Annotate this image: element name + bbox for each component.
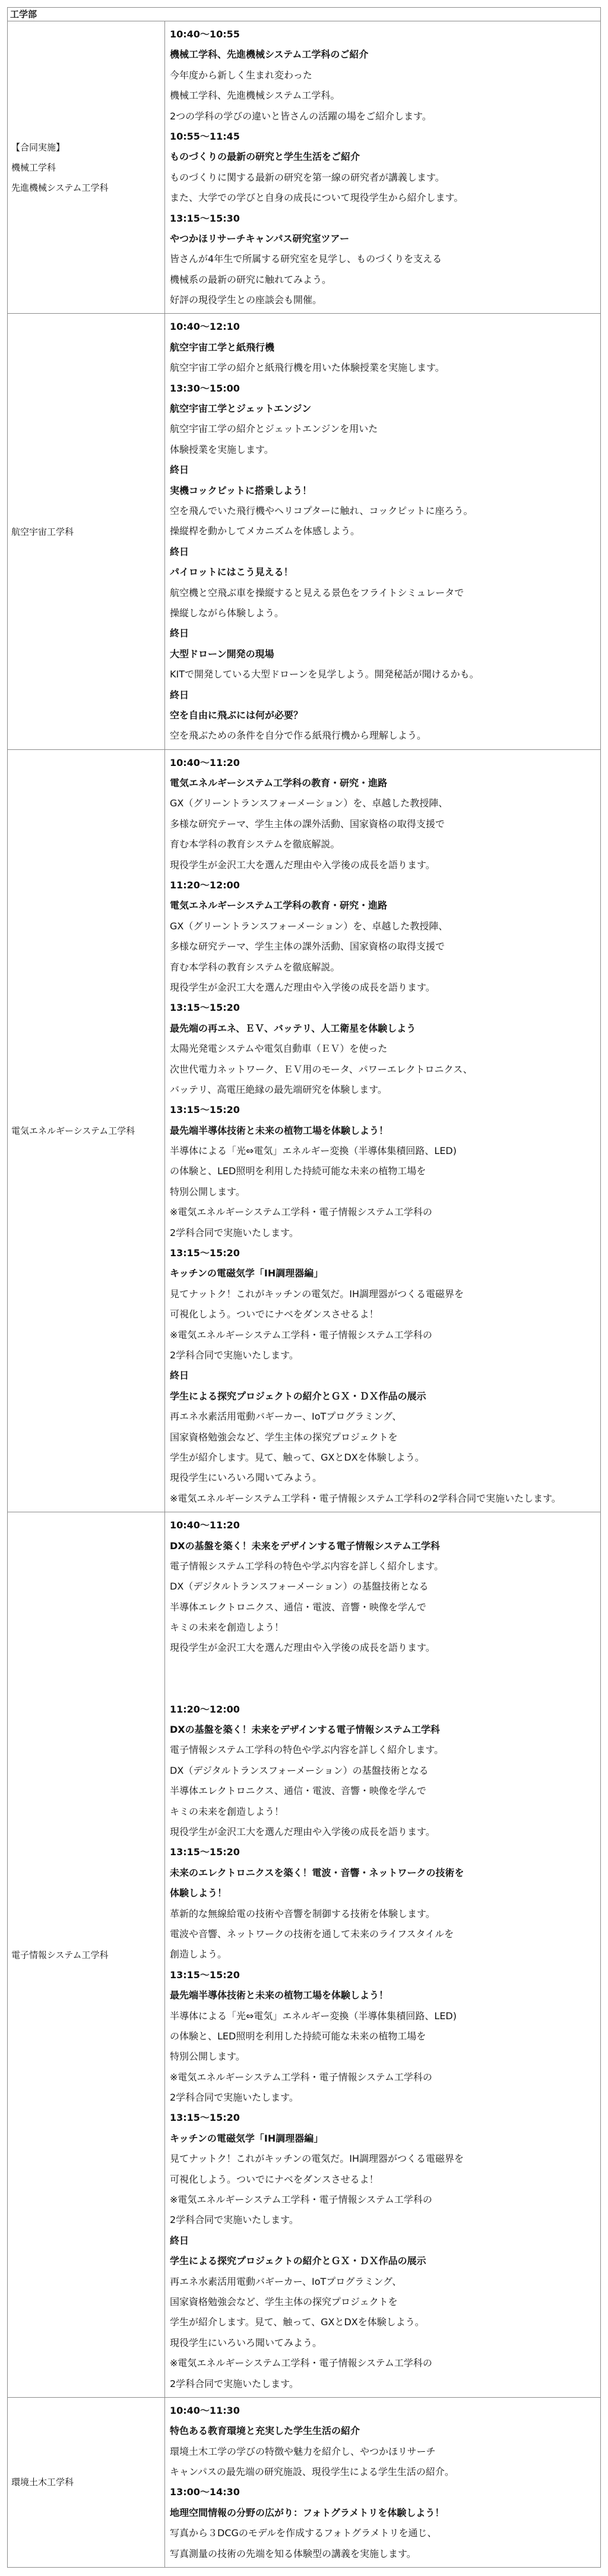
department-row — [8, 750, 600, 1512]
session-description: 再エネ水素活用電動バギーカー、IoTプログラミング、 — [170, 2275, 402, 2287]
session-description: 特別公開します。 — [170, 2051, 245, 2063]
session-note: ※電気エネルギーシステム工学科・電子情報システム工学科の — [170, 2071, 432, 2083]
session-description: 再エネ水素活用電動バギーカー、IoTプログラミング、 — [170, 1411, 402, 1423]
session-description: 電子情報システム工学科の特色や学ぶ内容を詳しく紹介します。 — [170, 1560, 444, 1572]
department-row — [8, 314, 600, 749]
session-description: キャンパスの最先端の研究施設、現役学生による学生生活の紹介。 — [170, 2466, 454, 2478]
session-title: DXの基盤を築く！未来をデザインする電子情報システム工学科 — [170, 1540, 440, 1552]
session-title: 最先端の再エネ、ＥＶ、バッテリ、人工衛星を体験しよう — [170, 1022, 416, 1034]
session-note: 2学科合同で実施いたします。 — [170, 2214, 299, 2226]
session-description: 太陽光発電システムや電気自動車（ＥＶ）を使った — [170, 1043, 388, 1055]
session-title: 体験しよう！ — [170, 1887, 227, 1899]
session-description: 学生が紹介します。見て、触って、GXとDXを体験しよう。 — [170, 1451, 425, 1463]
session-description: 現役学生が金沢工大を選んだ理由や入学後の成長を語ります。 — [170, 1825, 435, 1837]
session-title: 地理空間情報の分野の広がり：フォトグラメトリを体験しよう！ — [170, 2506, 445, 2518]
session-description: 航空宇宙工学の紹介とジェットエンジンを用いた — [170, 423, 378, 435]
session-description: 好評の現役学生との座談会も開催。 — [170, 294, 322, 306]
session-description: 機械系の最新の研究に触れてみよう。 — [170, 273, 332, 285]
schedule-cell — [165, 21, 600, 313]
session-title: 大型ドローン開発の現場 — [170, 648, 274, 660]
session-title: 実機コックピットに搭乗しよう！ — [170, 484, 312, 496]
session-description: 特別公開します。 — [170, 1185, 245, 1197]
faculty-header: 工学部 — [8, 8, 600, 21]
session-description: 可視化しよう。ついでにナベをダンスさせるよ！ — [170, 1309, 379, 1320]
session-time: 13:15〜15:20 — [170, 1104, 240, 1116]
session-description: 操縦桿を動かしてメカニズムを体感しよう。 — [170, 525, 360, 537]
session-time: 10:40〜12:10 — [170, 321, 240, 333]
session-description: DX（デジタルトランスフォーメーション）の基盤技術となる — [170, 1764, 429, 1776]
session-description: 育む本学科の教育システムを徹底解説。 — [170, 961, 340, 973]
session-title: DXの基盤を築く！未来をデザインする電子情報システム工学科 — [170, 1724, 440, 1736]
session-description: 現役学生が金沢工大を選んだ理由や入学後の成長を語ります。 — [170, 859, 435, 871]
session-title: 最先端半導体技術と未来の植物工場を体験しよう！ — [170, 1989, 389, 2001]
department-cell — [8, 1512, 165, 2397]
session-title: 学生による探究プロジェクトの紹介とＧＸ・ＤＸ作品の展示 — [170, 1390, 426, 1402]
session-description: 2つの学科の学びの違いと皆さんの活躍の場をご紹介します。 — [170, 110, 432, 122]
blank-spacer — [170, 1659, 596, 1679]
session-title: 航空宇宙工学と紙飛行機 — [170, 341, 275, 353]
blank-spacer — [170, 1679, 596, 1699]
session-time: 13:15〜15:20 — [170, 1969, 240, 1981]
session-time: 10:40〜10:55 — [170, 29, 240, 40]
session-description: 空を飛んでいた飛行機やヘリコプターに触れ、コックピットに座ろう。 — [170, 505, 473, 516]
session-time: 10:40〜11:20 — [170, 756, 240, 768]
session-time: 10:40〜11:30 — [170, 2404, 240, 2416]
session-title: 航空宇宙工学とジェットエンジン — [170, 403, 312, 415]
department-cell — [8, 21, 165, 313]
session-time: 終日 — [170, 689, 189, 701]
session-description: 環境土木工学の学びの特徴や魅力を紹介し、やつかほリサーチ — [170, 2445, 436, 2457]
session-title: 未来のエレクトロニクスを築く！電波・音響・ネットワークの技術を — [170, 1866, 464, 1878]
session-time: 11:20〜12:00 — [170, 879, 240, 891]
session-description: 航空宇宙工学の紹介と紙飛行機を用いた体験授業を実施します。 — [170, 362, 445, 374]
session-title: 空を自由に飛ぶには何が必要？ — [170, 709, 303, 721]
session-title: パイロットにはこう見える！ — [170, 566, 293, 578]
schedule-cell — [165, 2398, 600, 2567]
session-description: 現役学生が金沢工大を選んだ理由や入学後の成長を語ります。 — [170, 1642, 435, 1654]
session-note: ※電気エネルギーシステム工学科・電子情報システム工学科の — [170, 2357, 432, 2369]
session-title: ものづくりの最新の研究と学生生活をご紹介 — [170, 151, 360, 163]
session-title: 電気エネルギーシステム工学科の教育・研究・進路 — [170, 900, 388, 912]
session-note: 2学科合同で実施いたします。 — [170, 2092, 299, 2104]
session-time: 終日 — [170, 2234, 189, 2246]
department-cell — [8, 314, 165, 749]
session-time: 13:30〜15:00 — [170, 382, 240, 394]
department-name-line: 【合同実施】 — [11, 141, 65, 153]
session-description: 電波や音響、ネットワークの技術を通して未来のライフスタイルを — [170, 1928, 454, 1940]
session-description: 現役学生にいろいろ聞いてみよう。 — [170, 2337, 322, 2348]
session-time: 10:55〜11:45 — [170, 130, 240, 142]
session-description: 多様な研究テーマ、学生主体の課外活動、国家資格の取得支援で — [170, 941, 445, 953]
session-description: 創造しよう。 — [170, 1948, 227, 1960]
department-row — [8, 2398, 600, 2567]
schedule-cell — [165, 314, 600, 749]
session-description: GX（グリーントランスフォーメーション）を、卓越した教授陣、 — [170, 797, 448, 809]
session-title: 特色ある教育環境と充実した学生生活の紹介 — [170, 2425, 360, 2437]
session-description: 今年度から新しく生まれ変わった — [170, 69, 312, 81]
session-description: 半導体エレクトロニクス、通信・電波、音響・映像を学んで — [170, 1785, 427, 1797]
session-time: 13:15〜15:20 — [170, 2112, 240, 2124]
session-description: 育む本学科の教育システムを徹底解説。 — [170, 838, 340, 850]
session-description: 国家資格勉強会など、学生主体の探究プロジェクトを — [170, 1431, 398, 1443]
session-description: また、大学での学びと自身の成長について現役学生から紹介します。 — [170, 192, 464, 204]
department-name-line: 機械工学科 — [11, 162, 56, 173]
department-cell — [8, 2398, 165, 2567]
session-description: バッテリ、高電圧絶縁の最先端研究を体験します。 — [170, 1083, 387, 1095]
department-name-line: 電気エネルギーシステム工学科 — [11, 1125, 135, 1136]
session-note: 2学科合同で実施いたします。 — [170, 2378, 299, 2389]
schedule-table — [7, 7, 601, 2568]
session-time: 13:15〜15:20 — [170, 1846, 240, 1858]
session-time: 13:00〜14:30 — [170, 2486, 240, 2498]
session-title: キッチンの電磁気学「IH調理器編」 — [170, 2132, 324, 2144]
session-description: 写真から３DCGのモデルを作成するフォトグラメトリを通じ、 — [170, 2527, 437, 2539]
session-title: 学生による探究プロジェクトの紹介とＧＸ・ＤＸ作品の展示 — [170, 2255, 426, 2267]
schedule-cell — [165, 1512, 600, 2397]
session-time: 終日 — [170, 464, 189, 476]
session-note: ※電気エネルギーシステム工学科・電子情報システム工学科の — [170, 1329, 432, 1341]
session-description: 皆さんが4年生で所属する研究室を見学し、ものづくりを支える — [170, 253, 442, 265]
session-description: 半導体エレクトロニクス、通信・電波、音響・映像を学んで — [170, 1601, 427, 1613]
session-description: DX（デジタルトランスフォーメーション）の基盤技術となる — [170, 1581, 429, 1593]
session-note: ※電気エネルギーシステム工学科・電子情報システム工学科の2学科合同で実施いたします。 — [170, 1492, 561, 1504]
session-description: 機械工学科、先進機械システム工学科。 — [170, 90, 340, 102]
session-title: キッチンの電磁気学「IH調理器編」 — [170, 1267, 324, 1279]
session-description: 国家資格勉強会など、学生主体の探究プロジェクトを — [170, 2296, 398, 2307]
session-description: 航空機と空飛ぶ車を操縦すると見える景色をフライトシミュレータで — [170, 587, 464, 598]
session-description: 電子情報システム工学科の特色や学ぶ内容を詳しく紹介します。 — [170, 1744, 444, 1756]
session-description: 半導体による「光⇔電気」エネルギー変換（半導体集積回路、LED) — [170, 1145, 457, 1157]
session-description: 可視化しよう。ついでにナベをダンスさせるよ！ — [170, 2173, 379, 2185]
session-description: GX（グリーントランスフォーメーション）を、卓越した教授陣、 — [170, 920, 448, 932]
session-description: ものづくりに関する最新の研究を第一線の研究者が講義します。 — [170, 171, 445, 183]
session-description: キミの未来を創造しよう！ — [170, 1622, 284, 1634]
session-description: 現役学生にいろいろ聞いてみよう。 — [170, 1472, 322, 1484]
session-time: 13:15〜15:20 — [170, 1247, 240, 1259]
department-name-line: 環境土木工学科 — [11, 2477, 74, 2488]
session-time: 終日 — [170, 546, 189, 557]
session-description: 写真測量の技術の先端を知る体験型の講義を実施します。 — [170, 2547, 416, 2559]
session-description: 現役学生が金沢工大を選んだ理由や入学後の成長を語ります。 — [170, 981, 435, 993]
department-name-line: 電子情報システム工学科 — [11, 1949, 109, 1960]
department-cell — [8, 750, 165, 1512]
session-description: の体験と、LED照明を利用した持続可能な未来の植物工場を — [170, 2030, 426, 2042]
department-row — [8, 1512, 600, 2398]
department-name-line: 先進機械システム工学科 — [11, 182, 109, 193]
session-title: やつかほリサーチキャンパス研究室ツアー — [170, 232, 350, 244]
session-description: 体験授業を実施します。 — [170, 443, 274, 455]
session-title: 最先端半導体技術と未来の植物工場を体験しよう！ — [170, 1124, 389, 1136]
session-description: 見てナットク！これがキッチンの電気だ。IH調理器がつくる電磁界を — [170, 2153, 464, 2165]
session-time: 10:40〜11:20 — [170, 1519, 240, 1531]
session-title: 機械工学科、先進機械システム工学科のご紹介 — [170, 49, 369, 61]
session-note: ※電気エネルギーシステム工学科・電子情報システム工学科の — [170, 1206, 432, 1218]
schedule-cell — [165, 750, 600, 1512]
session-note: ※電気エネルギーシステム工学科・電子情報システム工学科の — [170, 2194, 432, 2206]
department-row — [8, 21, 600, 314]
session-note: 2学科合同で実施いたします。 — [170, 1350, 299, 1361]
session-description: KITで開発している大型ドローンを見学しよう。開発秘話が聞けるかも。 — [170, 669, 479, 680]
session-time: 13:15〜15:30 — [170, 212, 240, 224]
session-time: 終日 — [170, 628, 189, 639]
department-name-line: 航空宇宙工学科 — [11, 526, 74, 537]
session-description: 見てナットク！これがキッチンの電気だ。IH調理器がつくる電磁界を — [170, 1288, 464, 1300]
session-time: 終日 — [170, 1370, 189, 1382]
session-title: 電気エネルギーシステム工学科の教育・研究・進路 — [170, 777, 388, 789]
session-description: 半導体による「光⇔電気」エネルギー変換（半導体集積回路、LED) — [170, 2010, 457, 2022]
session-note: 2学科合同で実施いたします。 — [170, 1226, 299, 1238]
session-description: 次世代電力ネットワーク、ＥＶ用のモータ、パワーエレクトロニクス、 — [170, 1063, 473, 1075]
session-time: 11:20〜12:00 — [170, 1703, 240, 1715]
session-description: 空を飛ぶための条件を自分で作る紙飛行機から理解しよう。 — [170, 730, 427, 742]
session-time: 13:15〜15:20 — [170, 1002, 240, 1014]
session-description: 革新的な無線給電の技術や音響を制御する技術を体験します。 — [170, 1907, 435, 1919]
session-description: キミの未来を創造しよう！ — [170, 1805, 284, 1817]
session-description: 操縦しながら体験しよう。 — [170, 607, 284, 619]
session-description: 学生が紹介します。見て、触って、GXとDXを体験しよう。 — [170, 2316, 425, 2328]
session-description: 多様な研究テーマ、学生主体の課外活動、国家資格の取得支援で — [170, 818, 445, 830]
session-description: の体験と、LED照明を利用した持続可能な未来の植物工場を — [170, 1165, 426, 1177]
